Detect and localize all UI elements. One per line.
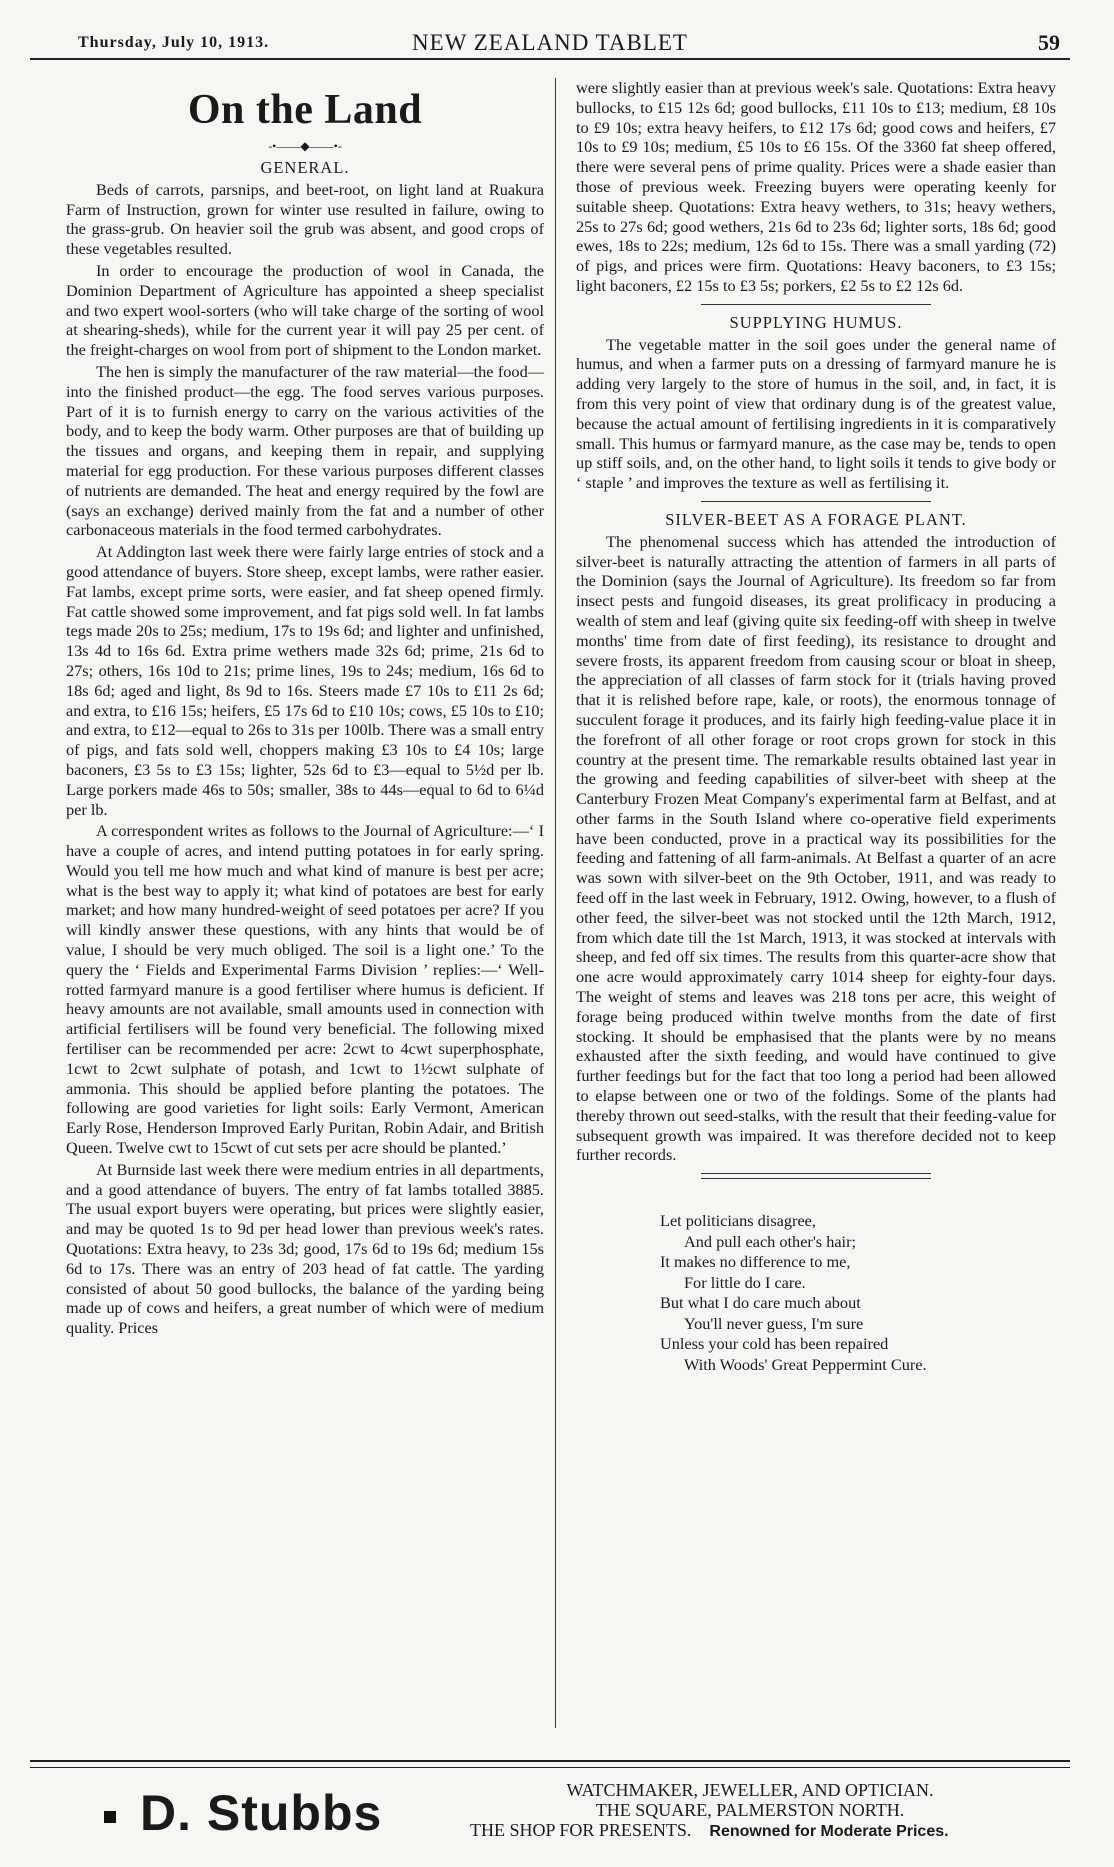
section-divider [701,304,931,305]
left-column [66,78,544,1340]
bullet-icon [104,1811,116,1823]
paragraph: Beds of carrots, parsnips, and beet-root, on light land at Ruakura Farm of Instruction, grown for winter use resulted in failure, owing to the grass-grub. On heavier soil the grub was absent, and good crops of these vegetables resulted. [66,179,544,259]
poem-line: You'll never guess, I'm sure [684,1313,864,1333]
poem [660,1211,1056,1375]
poem-line: With Woods' Great Peppermint Cure. [684,1354,927,1374]
poem-line: And pull each other's hair; [684,1231,857,1251]
section-divider [701,501,931,502]
advert-line-shop [470,1820,1030,1842]
title-ornament: -•——◆——•- [268,139,342,153]
paragraph: The vegetable matter in the soil goes under the general name of humus, and when a farmer puts on a dressing of farmyard manure he is adding very largely to the store of humus in the soil, and, in fact, it is from this very point of view that ordinary dung is of the greatest value, because the actual amount of fertilising ingredients in it is comparatively small. This humus or farmyard manure, as the case may be, tends to open up stiff soils, and, on the other hand, to light soils it tends to give body or ‘ staple ’ and improves the texture as well as fertilising it. [576,334,1056,493]
paragraph: The phenomenal success which has attended the introduction of silver-beet is naturally attracting the attention of farmers in all parts of the Dominion (says the Journal of Agriculture). Its freedom so far from insect pests and fungoid diseases, its great prolificacy in producing a wealth of stem and leaf (giving quite six feeding-off with sheep in twelve months' time from date of first feeding), its resistance to drought and severe frosts, its apparent freedom from causing scour or bloat in sheep, the appreciation of all classes of farm stock for it (trials having proved that it is relished before rape, kale, or roots), the enormous tonnage of succulent forage it produces, and its fairly high feeding-value place it in the forefront of all other forage or root crops grown for stock in this country at the present time. The remarkable results obtained last year in the growing and feeding capabilities of silver-beet with sheep at the Canterbury Frozen Meat Company's experimental farm at Belfast, and at other farms in the South Island where co-operative field experiments have been conducted, prove in a practical way its possibilities for the feeding and fattening of all farm-animals. At Belfast a quarter of an acre was sown with silver-beet on the 9th October, 1911, and was ready to feed off in the last week in February, 1912. Owing, however, to a flush of other feed, the silver-beet was not stocked until the 12th March, 1912, from which date till the 1st March, 1913, it was stocked at intervals with sheep, and fed off six times. The results from this quarter-acre show that one acre would approximately carry 1014 sheep for eighty-four days. The weight of stems and leaves was 218 tons per acre, this weight of forage being produced within twelve months from the date of first stocking. It should be emphasised that the plants were by no means exhausted after the sixth feeding, and would have continued to give further feedings but for the fact that too long a period had been allowed to elapse between one or two of the foldings. Some of the plants had thereby thrown out seed-stalks, with the result that their feeding-value for subsequent growth was impaired. It was therefore decided not to keep further records. [576,531,1056,1165]
right-column [576,78,1056,1375]
advert-presents: THE SHOP FOR PRESENTS. [470,1820,692,1840]
publication-title: NEW ZEALAND TABLET [412,30,688,55]
poem-line: It makes no difference to me, [660,1252,851,1272]
stubbs-advert [70,1778,1070,1848]
advert-renowned: Renowned for Moderate Prices. [709,1823,949,1840]
issue-date: Thursday, July 10, 1913. [78,34,270,51]
section-title: On the Land [187,87,423,133]
paragraph: At Addington last week there were fairly large entries of stock and a good attendance of buyers. Store sheep, except lambs, were rather easier. Fat lambs, except prime sorts, were easier, and fat sheep opened firmly. Fat cattle showed some improvement, and fat pigs sold well. In fat lambs tegs made 20s to 25s; medium, 17s to 19s 6d; and lighter and unfinished, 13s 4d to 16s 6d. Extra prime wethers made 32s 6d; prime, 21s 6d to 27s; others, 16s 10d to 21s; prime lines, 19s to 24s; medium, 16s 6d to 18s 6d; aged and light, 8s 9d to 16s. Steers made £7 10s to £11 2s 6d; and extra, to £16 15s; heifers, £5 17s 6d to £10 10s; cows, £5 10s to £10; and extra, to £12—equal to 26s to 31s per 100lb. There was a small entry of pigs, and fats sold well, choppers making £3 10s to £4 10s; large baconers, £3 5s to £3 15s; lighter, 52s 6d to £3—equal to 5½d per lb. Large porkers made 46s to 50s; smaller, 38s to 44s—equal to 6d to 6¼d per lb. [66,542,544,819]
page-number: 59 [1038,30,1060,55]
paragraph: In order to encourage the production of wool in Canada, the Dominion Department of Agriculture has appointed a sheep specialist and two expert wool-sorters (who will take charge of the sorting of wool at shearing-sheds), while for the current year it will pay 25 per cent. of the freight-charges on wool from port of shipment to the London market. [66,260,544,360]
paragraph: The hen is simply the manufacturer of the raw material—the food—into the finished product—the egg. The food serves various purposes. Part of it is to furnish energy to carry on the various activities of the body, and to keep the body warm. Other purposes are that of building up the tissues and organs, and keeping them in repair, and supplying material for egg production. For these various purposes different classes of nutrients are demanded. The heat and energy required by the fowl are (says an exchange) derived mainly from the fat and a number of other carbonaceous materials in the food termed carbohydrates. [66,361,544,540]
advert-line-trade: WATCHMAKER, JEWELLER, AND OPTICIAN. [566,1780,934,1800]
subhead-silver-beet: SILVER-BEET AS A FORAGE PLANT. [665,509,967,529]
poem-line: Unless your cold has been repaired [660,1334,889,1354]
subhead-general: GENERAL. [260,158,350,177]
poem-line: For little do I care. [684,1272,806,1292]
poem-line: Let politicians disagree, [660,1211,816,1231]
advertiser-name: D. Stubbs [140,1785,383,1841]
poem-line: But what I do care much about [660,1293,861,1313]
continued-paragraph: were slightly easier than at previous week's sale. Quotations: Extra heavy bullocks, to £15 12s 6d; good bullocks, £11 10s to £13; medium, £8 10s to £9 10s; extra heavy heifers, to £12 17s 6d; good cows and heifers, £7 10s to £9 10s; medium, £5 10s to £6 15s. Of the 3360 fat sheep offered, there were several pens of prime quality. Prices were a shade easier than those of previous week. Freezing buyers were operating keenly for suitable sheep. Quotations: Extra heavy wethers, to 31s; heavy wethers, 25s to 27s 6d; good wethers, 21s 6d to 23s 6d; lighter sorts, 18s 6d; good ewes, 18s to 22s; medium, 12s 6d to 15s. There was a small yarding (72) of pigs, and prices were firm. Quotations: Heavy baconers, to £3 15s; light baconers, £2 15s to £3 5s; porkers, £2 5s to £2 12s 6d. [576,78,1056,295]
advert-line-address: THE SQUARE, PALMERSTON NORTH. [595,1800,905,1820]
advert-text [470,1780,1030,1842]
double-divider [701,1173,931,1179]
paragraph: At Burnside last week there were medium entries in all departments, and a good attendance of buyers. The entry of fat lambs totalled 3885. The usual export buyers were operating, but prices were slightly easier, and may be quoted 1s to 9d per head lower than previous week's rates. Quotations: Extra heavy, to 23s 3d; good, 17s 6d to 19s 6d; medium 15s 6d to 17s. There was an entry of 203 head of fat cattle. The yarding consisted of about 50 good bullocks, the balance of the yarding being made up of cows and heifers, a great number of which were of medium quality. Prices [66,1159,544,1338]
paragraph: A correspondent writes as follows to the Journal of Agriculture:—‘ I have a couple of acres, and intend putting potatoes in for early spring. Would you tell me how much and what kind of manure is best per acre; what is the best way to apply it; what kind of potatoes are best for early market; and how many hundred-weight of seed potatoes per acre? If you will kindly answer these questions, with any hints that would be of value, I should be very much obliged. The soil is a light one.’ To the query the ‘ Fields and Experimental Farms Division ’ replies:—‘ Well-rotted farmyard manure is a good fertiliser where humus is deficient. If heavy amounts are not available, small amounts used in connection with artificial fertilisers will be found very beneficial. The following mixed fertiliser can be recommended per acre: 2cwt to 4cwt superphosphate, 1cwt to 2cwt sulphate of potash, and 1cwt to 1½cwt sulphate of ammonia. This should be applied before planting the potatoes. The following are good varieties for light soils: Early Vermont, American Early Rose, Henderson Improved Early Puritan, Robin Adair, and British Queen. Twelve cwt to 15cwt of cut sets per acre should be planted.’ [66,821,544,1158]
column-divider [555,78,556,1728]
page-header [30,28,1070,60]
advert-rule [30,1760,1070,1768]
subhead-humus: SUPPLYING HUMUS. [729,312,903,332]
